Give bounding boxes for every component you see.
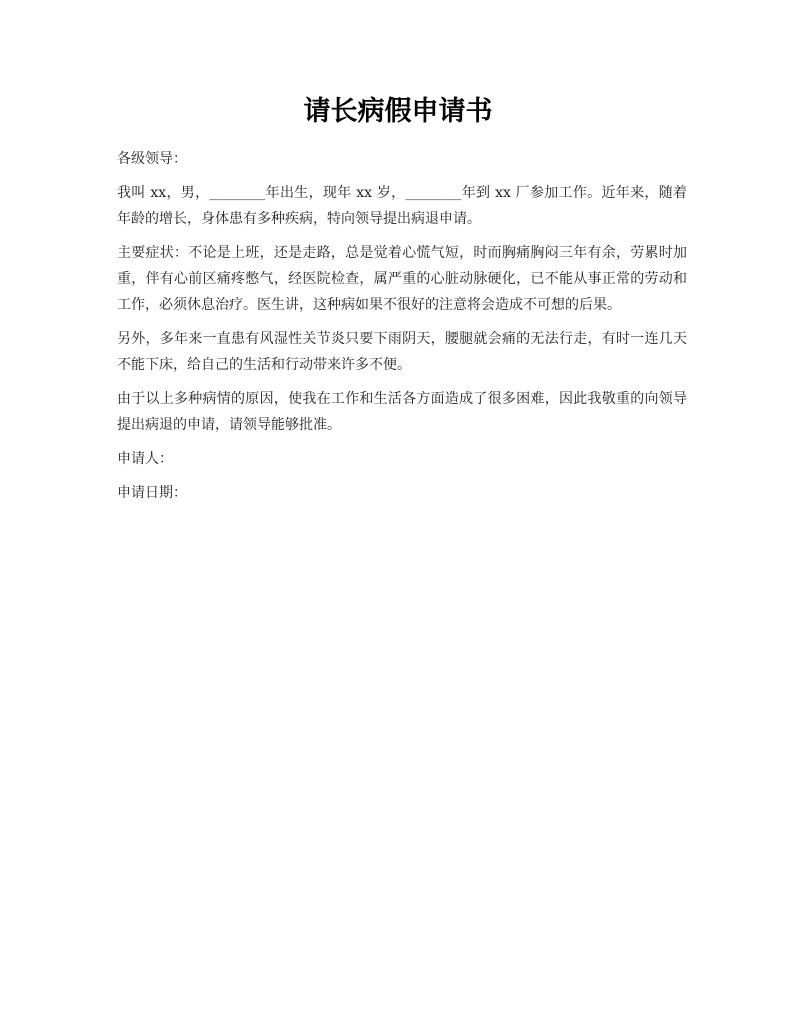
paragraph-rheumatism: 另外，多年来一直患有风湿性关节炎只要下雨阴天，腰腿就会痛的无法行走，有时一连几天不能下床，给自己的生活和行动带来许多不便。 xyxy=(117,331,687,373)
applicant-label: 申请人： xyxy=(117,451,173,467)
paragraph-intro: 我叫 xx，男，________年出生，现年 xx 岁，________年到 xx 厂参加工作。近年来，随着年龄的增长，身体患有多种疾病，特向领导提出病退申请。 xyxy=(117,185,687,227)
document-title: 请长病假申请书 xyxy=(303,96,493,127)
date-label: 申请日期： xyxy=(117,485,187,501)
salutation: 各级领导： xyxy=(117,151,187,167)
paragraph-request: 由于以上多种病情的原因，使我在工作和生活各方面造成了很多困难，因此我敬重的向领导提出病退的申请，请领导能够批准。 xyxy=(117,391,687,433)
paragraph-symptoms: 主要症状：不论是上班，还是走路，总是觉着心慌气短，时而胸痛胸闷三年有余，劳累时加重，伴有心前区痛疼憋气，经医院检查，属严重的心脏动脉硬化，已不能从事正常的劳动和工作，必须休息治疗。医生讲，这种病如果不很好的注意将会造成不可想的后果。 xyxy=(117,245,687,313)
document-body xyxy=(117,146,687,514)
